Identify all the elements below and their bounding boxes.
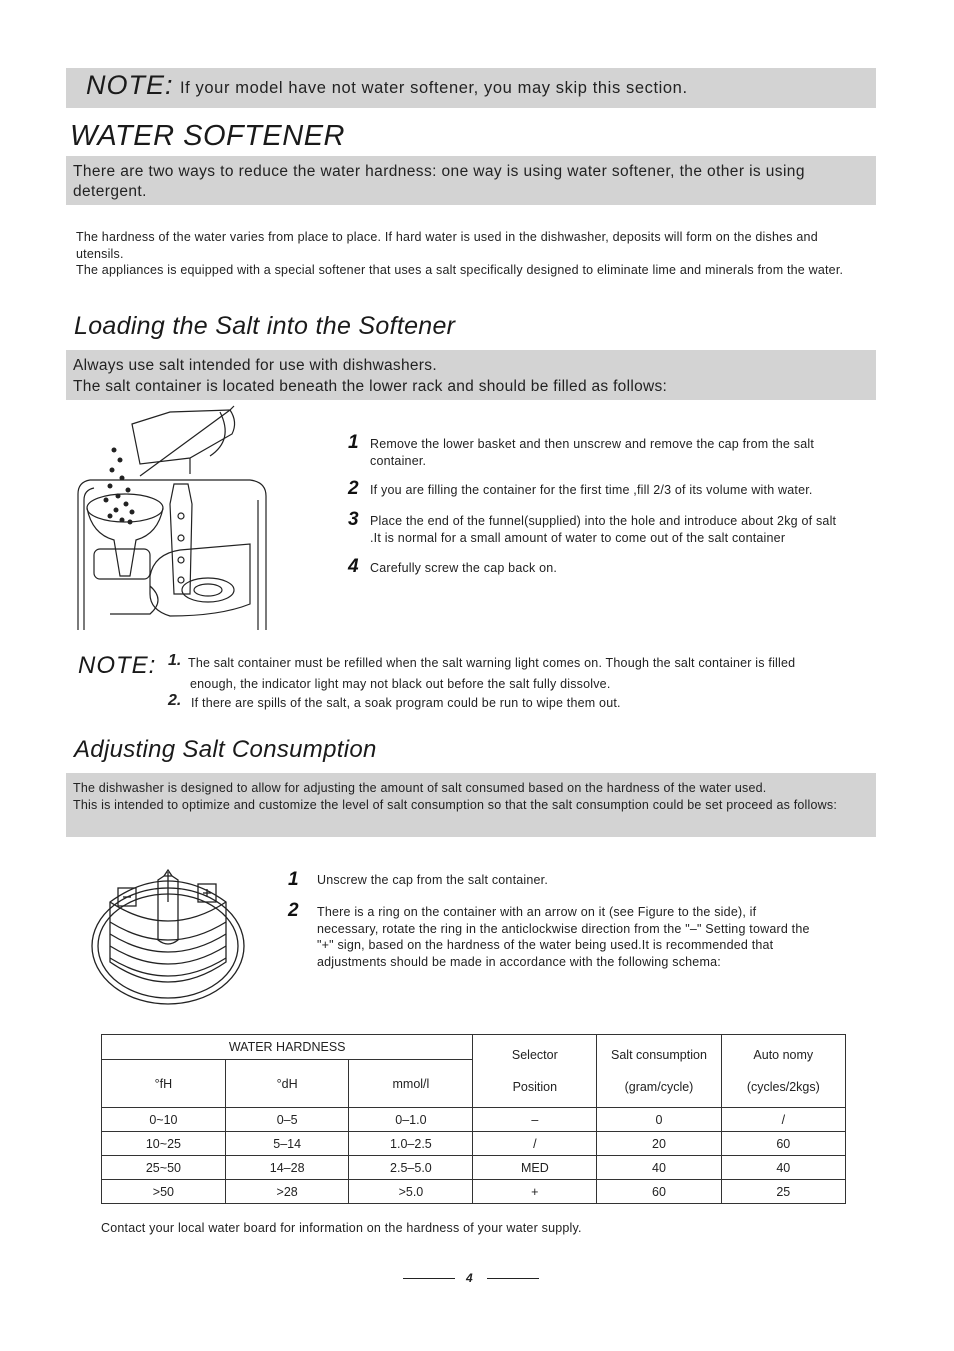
table-row: [102, 1180, 846, 1204]
note2-number: 1.: [168, 652, 182, 669]
table-cell: 60: [597, 1180, 721, 1204]
water-hardness-table: [101, 1034, 846, 1204]
loading-title: Loading the Salt into the Softener: [74, 312, 456, 340]
table-cell: 5–14: [225, 1132, 349, 1156]
step-number: 1: [288, 869, 299, 890]
selector-header-line-2: Position: [512, 1080, 558, 1094]
adjusting-banner-line-1: The dishwasher is designed to allow for adjusting the amount of salt consumed based on the hardness of the water used.: [73, 781, 767, 795]
paragraph-softener: The appliances is equipped with a special softener that uses a salt specifically designed to eliminate lime and minerals from the water.: [76, 263, 844, 277]
fh-header: °fH: [102, 1060, 226, 1108]
table-cell: 2.5–5.0: [349, 1156, 473, 1180]
autonomy-header-line-2: (cycles/2kgs): [746, 1080, 820, 1094]
section-title: WATER SOFTENER: [70, 120, 345, 152]
table-cell: 25: [721, 1180, 845, 1204]
salt-cap-illustration: [88, 862, 248, 1008]
page-number-rule-left: [403, 1278, 455, 1279]
salt-header-line-2: (gram/cycle): [624, 1080, 694, 1094]
loading-step-1: Remove the lower basket and then unscrew and remove the cap from the salt container.: [370, 437, 814, 468]
note-text: If your model have not water softener, you may skip this section.: [180, 79, 688, 97]
table-cell: 0–1.0: [349, 1108, 473, 1132]
table-cell: 14–28: [225, 1156, 349, 1180]
paragraph-hardness: The hardness of the water varies from place to place. If hard water is used in the dishwasher, deposits will form on the dishes and utensils.: [76, 230, 818, 261]
note2-number: 2.: [168, 692, 182, 709]
table-row: [102, 1108, 846, 1132]
selector-header-line-1: Selector: [511, 1048, 558, 1062]
loading-step-3: Place the end of the funnel(supplied) into the hole and introduce about 2kg of salt .It is normal for a small amount of water to come out of the salt container: [370, 514, 837, 545]
note2-item-1-line-1: The salt container must be refilled when the salt warning light comes on. Though the salt container is filled: [188, 656, 796, 670]
dh-header: °dH: [225, 1060, 349, 1108]
note2-item-2: If there are spills of the salt, a soak program could be run to wipe them out.: [191, 696, 621, 710]
table-row: [102, 1132, 846, 1156]
page-number: 4: [466, 1271, 473, 1285]
loading-banner-line-2: The salt container is located beneath the lower rack and should be filled as follows:: [73, 377, 668, 395]
note-title: NOTE:: [86, 70, 174, 100]
loading-step-4: Carefully screw the cap back on.: [370, 561, 558, 575]
contact-note: Contact your local water board for information on the hardness of your water supply.: [101, 1221, 582, 1235]
table-cell: >50: [102, 1180, 226, 1204]
table-cell: –: [473, 1108, 597, 1132]
step-number: 2: [348, 478, 359, 499]
note2-title: NOTE:: [78, 652, 157, 679]
autonomy-header: [721, 1035, 845, 1108]
note2-item-1-line-2: enough, the indicator light may not black out before the salt fully dissolve.: [190, 677, 611, 691]
table-cell: 60: [721, 1132, 845, 1156]
autonomy-header-line-1: Auto nomy: [753, 1048, 814, 1062]
table-cell: 40: [597, 1156, 721, 1180]
table-cell: >5.0: [349, 1180, 473, 1204]
table-cell: /: [721, 1108, 845, 1132]
table-cell: 40: [721, 1156, 845, 1180]
water-hardness-header: WATER HARDNESS: [102, 1035, 473, 1060]
step-number: 2: [288, 900, 299, 921]
adjusting-title: Adjusting Salt Consumption: [74, 736, 377, 763]
adjusting-step-2: There is a ring on the container with an arrow on it (see Figure to the side), if necessary, rotate the ring in the anticlockwise direction from the "–" Setting toward the "+" sign, based on the hardness of the water being used.It is recommended that adjustments should be made in accordance with the following schema:: [317, 905, 810, 969]
table-cell: 1.0–2.5: [349, 1132, 473, 1156]
adjusting-banner-text: [73, 780, 863, 813]
page-number-rule-right: [487, 1278, 539, 1279]
step-number: 4: [348, 556, 359, 577]
selector-position-header: [473, 1035, 597, 1108]
table-cell: 0: [597, 1108, 721, 1132]
table-cell: 10~25: [102, 1132, 226, 1156]
salt-consumption-header: [597, 1035, 721, 1108]
loading-step-2: If you are filling the container for the first time ,fill 2/3 of its volume with water.: [370, 483, 813, 497]
step-number: 1: [348, 432, 359, 453]
salt-loading-illustration: [70, 404, 276, 630]
table-cell: 0~10: [102, 1108, 226, 1132]
salt-header-line-1: Salt consumption: [611, 1048, 707, 1062]
table-cell: 0–5: [225, 1108, 349, 1132]
intro-text: There are two ways to reduce the water hardness: one way is using water softener, the other is using detergent.: [73, 163, 805, 200]
table-cell: 20: [597, 1132, 721, 1156]
loading-banner-text: [73, 356, 863, 397]
adjusting-step-1: Unscrew the cap from the salt container.: [317, 873, 549, 887]
table-cell: 25~50: [102, 1156, 226, 1180]
loading-banner-line-1: Always use salt intended for use with dishwashers.: [73, 357, 437, 374]
mmol-header: mmol/l: [349, 1060, 473, 1108]
table-cell: MED: [473, 1156, 597, 1180]
step-number: 3: [348, 509, 359, 530]
adjusting-banner-line-2: This is intended to optimize and customize the level of salt consumption so that the salt consumption could be set proceed as follows:: [73, 797, 838, 812]
table-cell: +: [473, 1180, 597, 1204]
table-row: [102, 1156, 846, 1180]
table-cell: >28: [225, 1180, 349, 1204]
table-cell: /: [473, 1132, 597, 1156]
